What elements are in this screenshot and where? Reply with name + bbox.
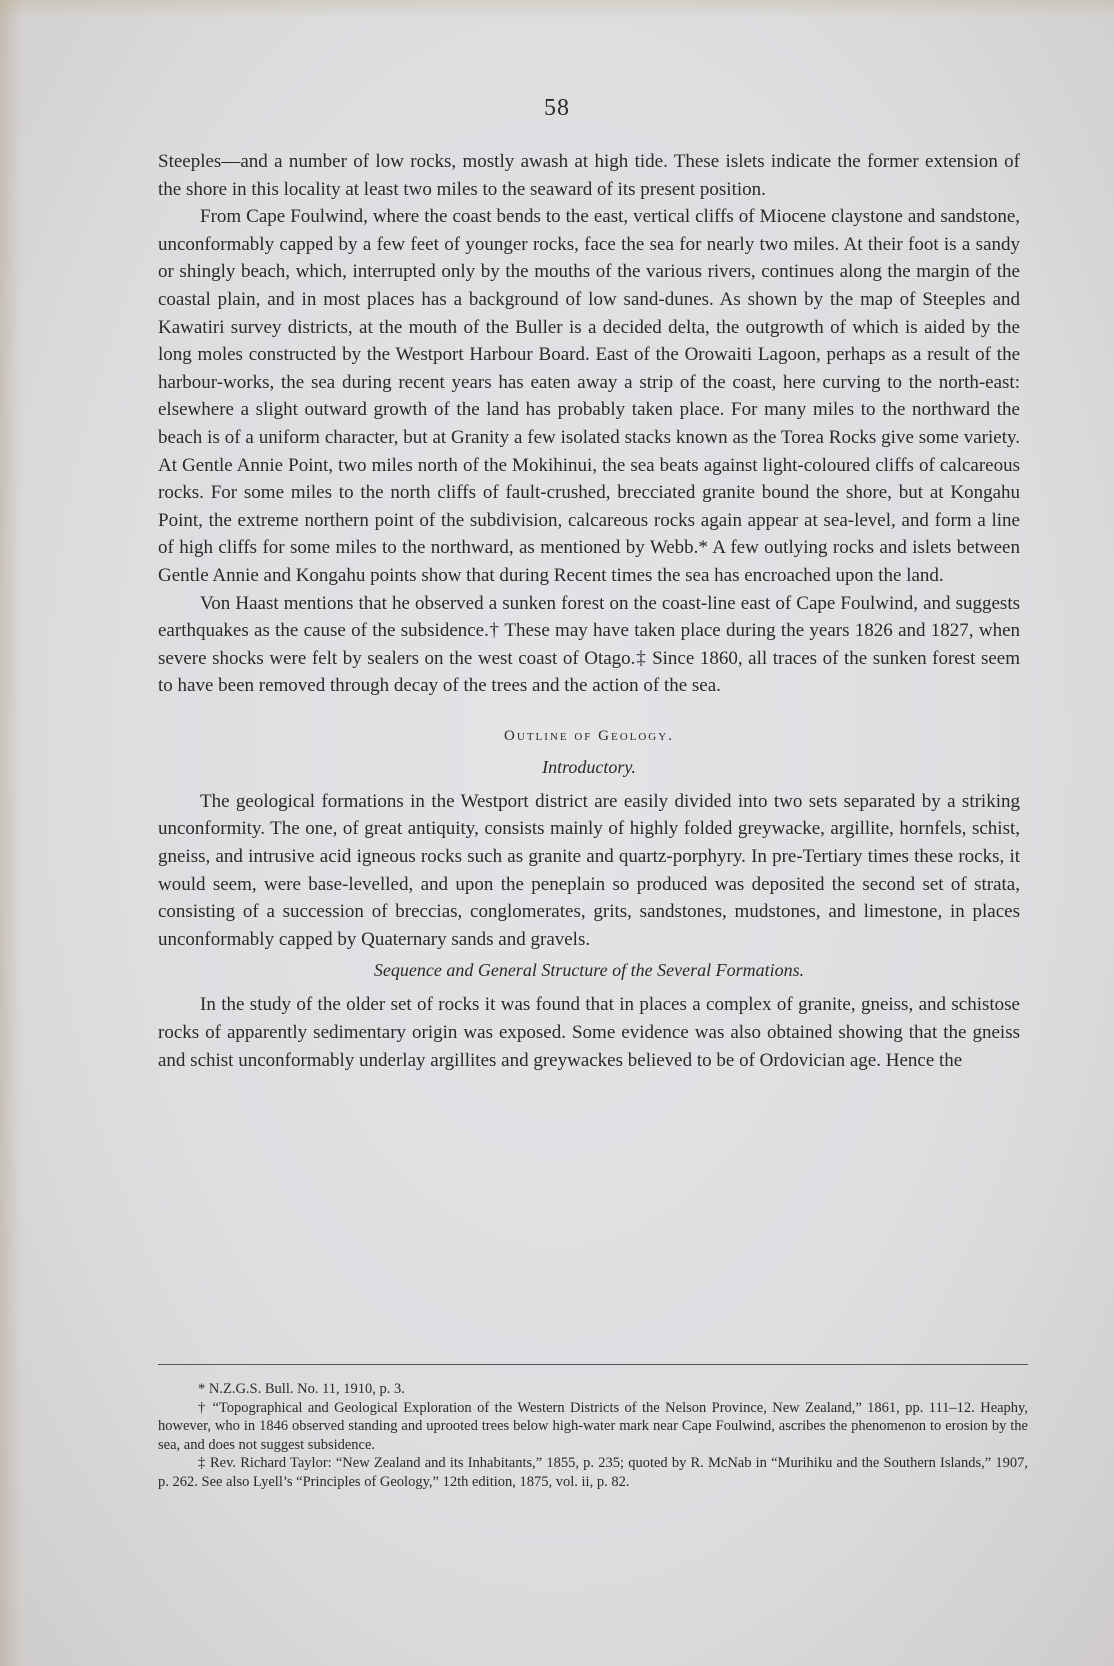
section-heading: Outline of Geology. [504, 727, 674, 744]
paragraph: From Cape Foulwind, where the coast bends to the east, vertical cliffs of Miocene claystone and sandstone, unconformably capped by a few feet of younger rocks, face the sea for nearly two miles. At their foot is a sandy or shingly beach, which, interrupted only by the mouths of the various rivers, continues along the margin of the coastal plain, and in most places has a background of low sand-dunes. As shown by the map of Steeples and Kawatiri survey districts, at the mouth of the Buller is a decided delta, the outgrowth of which is aided by the long moles constructed by the Westport Harbour Board. East of the Orowaiti Lagoon, perhaps as a result of the harbour-works, the sea during recent years has eaten away a strip of the coast, here curving to the north-east: elsewhere a slight outward growth of the land has probably taken place. For many miles to the northward the beach is of a uniform character, but at Granity a few isolated stacks known as the Torea Rocks give some variety. At Gentle Annie Point, two miles north of the Mokihinui, the sea beats against light-coloured cliffs of calcareous rocks. For some miles to the north cliffs of fault-crushed, brecciated granite bound the shore, but at Kongahu Point, the extreme northern point of the subdivision, calcareous rocks again appear at sea-level, and form a line of high cliffs for some miles to the northward, as mentioned by Webb.* A few outlying rocks and islets between Gentle Annie and Kongahu points show that during Recent times the sea has encroached upon the land. [158, 206, 1020, 586]
page-top-shadow [0, 0, 1114, 18]
sub-heading: Introductory. [542, 756, 636, 777]
page-number: 58 [544, 95, 570, 121]
footnote: * N.Z.G.S. Bull. No. 11, 1910, p. 3. [198, 1381, 405, 1397]
paragraph: In the study of the older set of rocks it was found that in places a complex of granite, gneiss, and schistose rocks of apparently sedimentary origin was exposed. Some evidence was also obtained showing that the gneiss and schist unconformably underlay argillites and greywackes believed to be of Ordovician age. Hence the [158, 994, 1020, 1071]
footnote: ‡ Rev. Richard Taylor: “New Zealand and its Inhabitants,” 1855, p. 235; quoted by R. McNab in “Murihiku and the Southern Islands,” 1907, p. 262. See also Lyell’s “Principles of Geology,” 12th edition, 1875, vol. ii, p. 82. [158, 1455, 1028, 1490]
page-edge-shadow [0, 0, 22, 1666]
main-text [158, 148, 1020, 1074]
footnote: † “Topographical and Geological Exploration of the Western Districts of the Nelson Province, New Zealand,” 1861, pp. 111–12. Heaphy, however, who in 1846 observed standing and uprooted trees below high-water mark near Cape Foulwind, ascribes the phenomenon to erosion by the sea, and does not suggest subsidence. [158, 1399, 1028, 1453]
footnotes [158, 1380, 1028, 1491]
sub-heading: Sequence and General Structure of the Several Formations. [373, 960, 805, 981]
footnote-divider [158, 1364, 1028, 1365]
paragraph: Steeples—and a number of low rocks, mostly awash at high tide. These islets indicate the former extension of the shore in this locality at least two miles to the seaward of its present position. [158, 151, 1020, 200]
paragraph: The geological formations in the Westport district are easily divided into two sets separated by a striking unconformity. The one, of great antiquity, consists mainly of highly folded greywacke, argillite, hornfels, schist, gneiss, and intrusive acid igneous rocks such as granite and quartz-porphyry. In pre-Tertiary times these rocks, it would seem, were base-levelled, and upon the peneplain so produced was deposited the second set of strata, consisting of a succession of breccias, conglomerates, grits, sandstones, mudstones, and limestone, in places unconformably capped by Quaternary sands and gravels. [158, 790, 1020, 950]
paragraph: Von Haast mentions that he observed a sunken forest on the coast-line east of Cape Foulwind, and suggests earthquakes as the cause of the subsidence.† These may have taken place during the years 1826 and 1827, when severe shocks were felt by sealers on the west coast of Otago.‡ Since 1860, all traces of the sunken forest seem to have been removed through decay of the trees and the action of the sea. [158, 592, 1020, 697]
